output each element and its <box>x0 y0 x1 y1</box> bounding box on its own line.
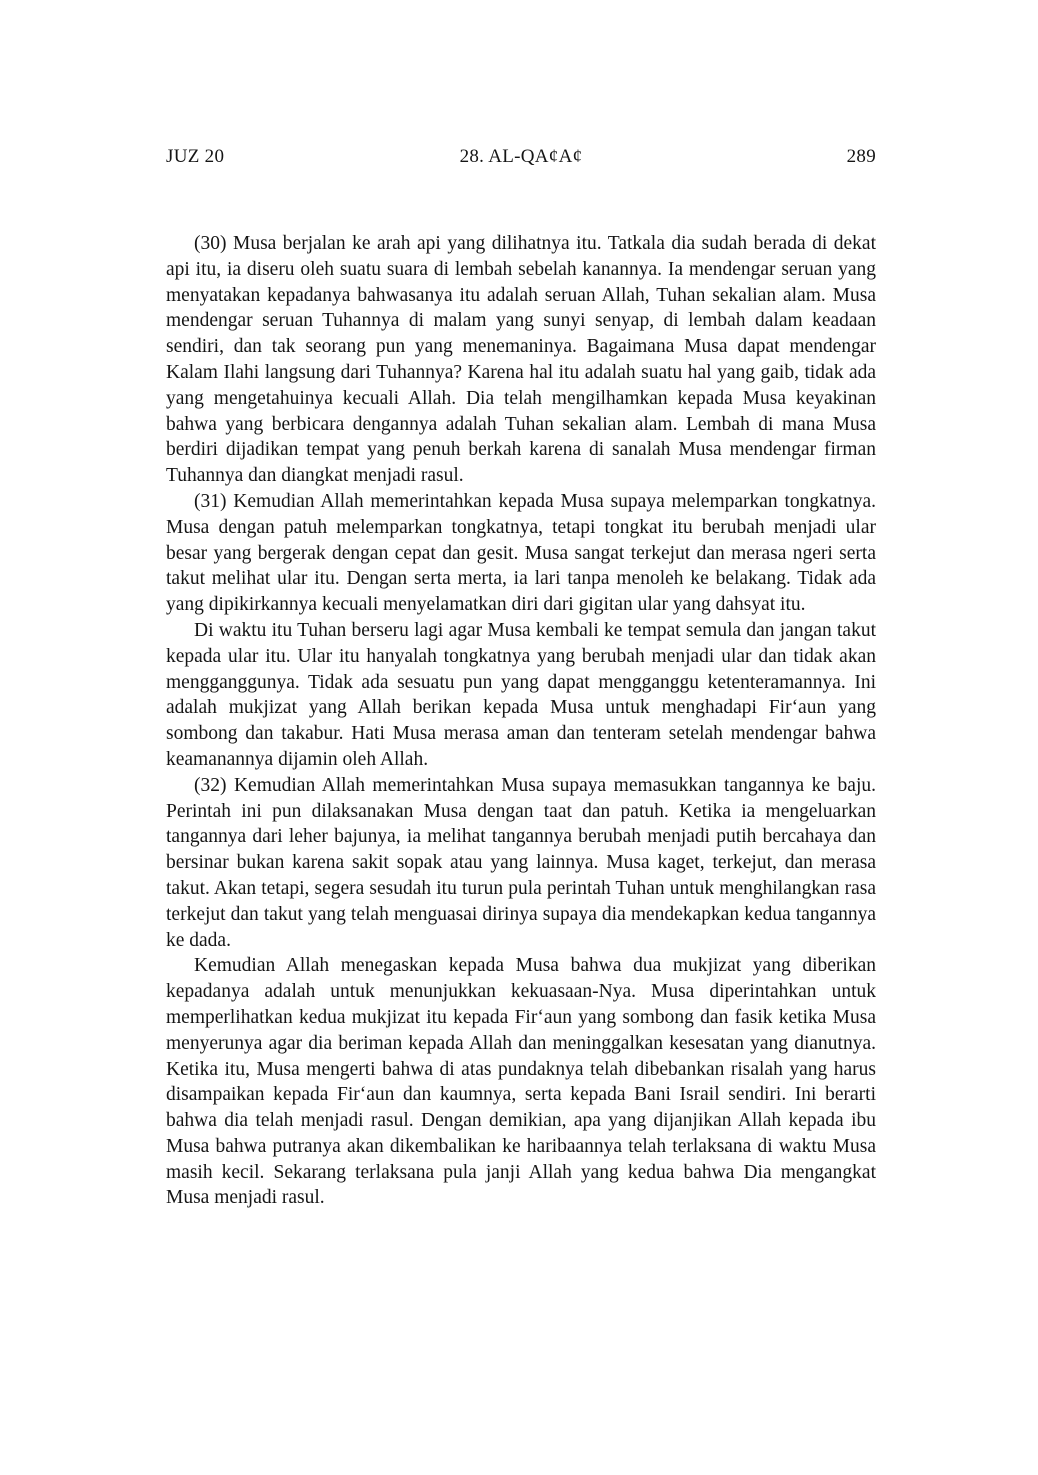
paragraph: (32) Kemudian Allah memerintahkan Musa supaya memasukkan tangannya ke baju. Perintah ini pun dilaksanakan Musa dengan taat dan patuh. Ketika ia mengeluarkan tangannya dari leher bajunya, ia melihat tangannya berubah menjadi putih bercahaya dan bersinar bukan karena sakit sopak atau yang lainnya. Musa kaget, terkejut, dan merasa takut. Akan tetapi, segera sesudah itu turun pula perintah Tuhan untuk menghilangkan rasa terkejut dan takut yang telah menguasai dirinya supaya dia mendekapkan kedua tangannya ke dada. <box>166 774 876 951</box>
paragraph: (31) Kemudian Allah memerintahkan kepada Musa supaya melemparkan tongkatnya. Musa dengan patuh melemparkan tongkatnya, tetapi tongkat itu berubah menjadi ular besar yang bergerak dengan cepat dan gesit. Musa sangat terkejut dan merasa ngeri serta takut melihat ular itu. Dengan serta merta, ia lari tanpa menoleh ke belakang. Tidak ada yang dipikirkannya kecuali menyelamatkan diri dari gigitan ular yang dahsyat itu. <box>166 490 876 616</box>
paragraph: Kemudian Allah menegaskan kepada Musa bahwa dua mukjizat yang diberikan kepadanya adalah untuk menunjukkan kekuasaan-Nya. Musa diperintahkan untuk memperlihatkan kedua mukjizat itu kepada Fir‘aun yang sombong dan fasik ketika Musa menyerunya agar dia beriman kepada Allah dan meninggalkan kesesatan yang dianutnya. Ketika itu, Musa mengerti bahwa di atas pundaknya telah dibebankan risalah yang harus disampaikan kepada Fir‘aun dan kaumnya, serta kepada Bani Israil sendiri. Ini berarti bahwa dia telah menjadi rasul. Dengan demikian, apa yang dijanjikan Allah kepada ibu Musa bahwa putranya akan dikembalikan ke haribaannya telah terlaksana di waktu Musa masih kecil. Sekarang terlaksana pula janji Allah yang kedua bahwa Dia mengangkat Musa menjadi rasul. <box>166 955 876 1209</box>
juz-label: JUZ 20 <box>166 146 225 167</box>
body-text <box>166 231 876 1211</box>
paragraph: (30) Musa berjalan ke arah api yang dilihatnya itu. Tatkala dia sudah berada di dekat api itu, ia diseru oleh suatu suara di lembah sebelah kanannya. Ia mendengar seruan yang menyatakan kepadanya bahwasanya itu adalah seruan Allah, Tuhan sekalian alam. Musa mendengar seruan Tuhannya di malam yang sunyi senyap, di lembah dalam keadaan sendiri, dan tak seorang pun yang menemaninya. Bagaimana Musa dapat mendengar Kalam Ilahi langsung dari Tuhannya? Karena hal itu adalah suatu hal yang gaib, tidak ada yang mengetahuinya kecuali Allah. Dia telah mengilhamkan kepada Musa keyakinan bahwa yang berbicara dengannya adalah Tuhan sekalian alam. Lembah di mana Musa berdiri dijadikan tempat yang penuh berkah karena di sanalah Musa mendengar firman Tuhannya dan diangkat menjadi rasul. <box>166 233 876 487</box>
surah-title: 28. AL-QA¢A¢ <box>459 146 583 167</box>
paragraph: Di waktu itu Tuhan berseru lagi agar Musa kembali ke tempat semula dan jangan takut kepada ular itu. Ular itu hanyalah tongkatnya yang berubah menjadi ular dan tidak akan mengganggunya. Tidak ada sesuatu pun yang dapat mengganggu ketenteramannya. Ini adalah mukjizat yang Allah berikan kepada Musa untuk menghadapi Fir‘aun yang sombong dan takabur. Hati Musa merasa aman dan tenteram setelah mendengar bahwa keamanannya dijamin oleh Allah. <box>166 619 876 770</box>
running-header <box>166 146 876 168</box>
page-number: 289 <box>846 146 876 167</box>
